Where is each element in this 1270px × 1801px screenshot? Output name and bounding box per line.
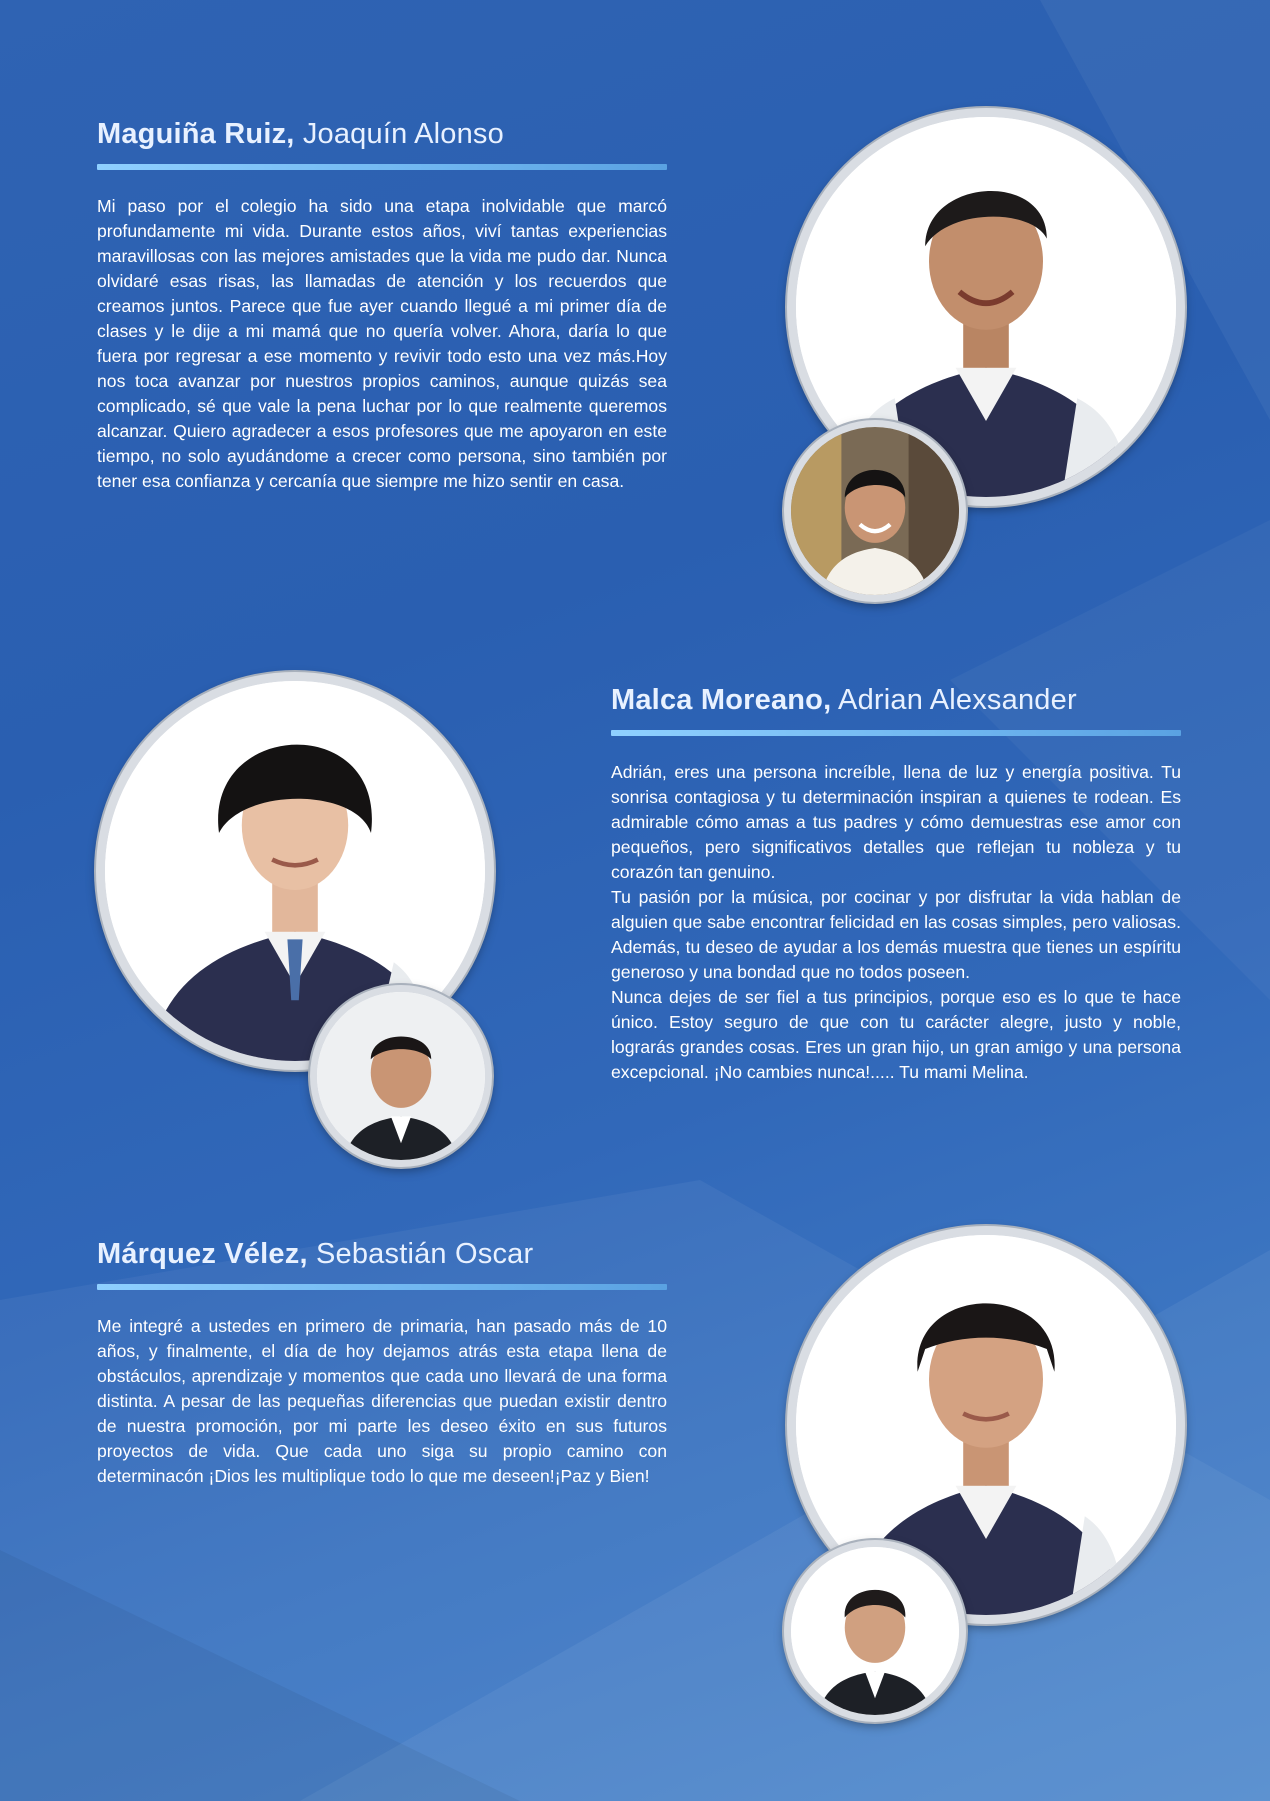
- student-bio: Adrián, eres una persona increíble, llena de luz y energía positiva. Tu sonrisa contagiosa y tu determinación inspiran a quienes te rodean. Es admirable cómo amas a tus padres y cómo demuestras ese amor con pequeños, pero significativos detalles que reflejan tu nobleza y tu corazón tan genuino. Tu pasión por la música, por cocinar y por disfrutar la vida hablan de alguien que sabe encontrar felicidad en las cosas simples, pero valiosas. Además, tu deseo de ayudar a los demás muestra que tienes un espíritu generoso y una bondad que no todos poseen. Nunca dejes de ser fiel a tus principios, porque eso es lo que te hace único. Estoy seguro de que con tu carácter alegre, justo y noble, lograrás grandes cosas. Eres un gran hijo, un gran amigo y una persona excepcional. ¡No cambies nunca!..... Tu mami Melina.: [611, 762, 1181, 1082]
- student-surname: Maguiña Ruiz,: [97, 118, 295, 150]
- student-given-names: Sebastián Oscar: [315, 1238, 534, 1270]
- student-name: [611, 682, 1181, 718]
- profile-maguina-ruiz: [97, 116, 667, 494]
- profile-malca-moreano: [611, 682, 1181, 1085]
- childhood-photo-maguina-ruiz: [784, 420, 966, 602]
- student-name: [97, 116, 667, 152]
- student-surname: Malca Moreano,: [611, 684, 832, 716]
- student-surname: Márquez Vélez,: [97, 1238, 308, 1270]
- student-name: [97, 1236, 667, 1272]
- childhood-photo-marquez-velez: [784, 1540, 966, 1722]
- student-bio: Me integré a ustedes en primero de primaria, han pasado más de 10 años, y finalmente, el día de hoy dejamos atrás esta etapa llena de obstáculos, aprendizaje y momentos que cada uno llevará de una forma distinta. A pesar de las pequeñas diferencias que puedan existir dentro de nuestra promoción, por mi parte les deseo éxito en sus futuros proyectos de vida. Que cada uno siga su propio camino con determinacón ¡Dios les multiplique todo lo que me deseen!¡Paz y Bien!: [97, 1316, 667, 1486]
- childhood-photo-malca-moreano: [310, 985, 492, 1167]
- name-underline: [97, 1284, 667, 1290]
- name-underline: [97, 164, 667, 170]
- profile-marquez-velez: [97, 1236, 667, 1489]
- student-given-names: Joaquín Alonso: [302, 118, 504, 150]
- student-bio: Mi paso por el colegio ha sido una etapa inolvidable que marcó profundamente mi vida. Durante estos años, viví tantas experiencias maravillosas con las mejores amistades que la vida me pudo dar. Nunca olvidaré esas risas, las llamadas de atención y los recuerdos que creamos juntos. Parece que fue ayer cuando llegué a mi primer día de clases y le dije a mi mamá que no quería volver. Ahora, daría lo que fuera por regresar a ese momento y revivir todo esto una vez más.Hoy nos toca avanzar por nuestros propios caminos, aunque quizás sea complicado, sé que vale la pena luchar por lo que realmente queremos alcanzar. Quiero agradecer a esos profesores que me apoyaron en este tiempo, no solo ayudándome a crecer como persona, sino también por tener esa confianza y cercanía que siempre me hizo sentir en casa.: [97, 196, 667, 491]
- name-underline: [611, 730, 1181, 736]
- student-given-names: Adrian Alexsander: [838, 684, 1077, 716]
